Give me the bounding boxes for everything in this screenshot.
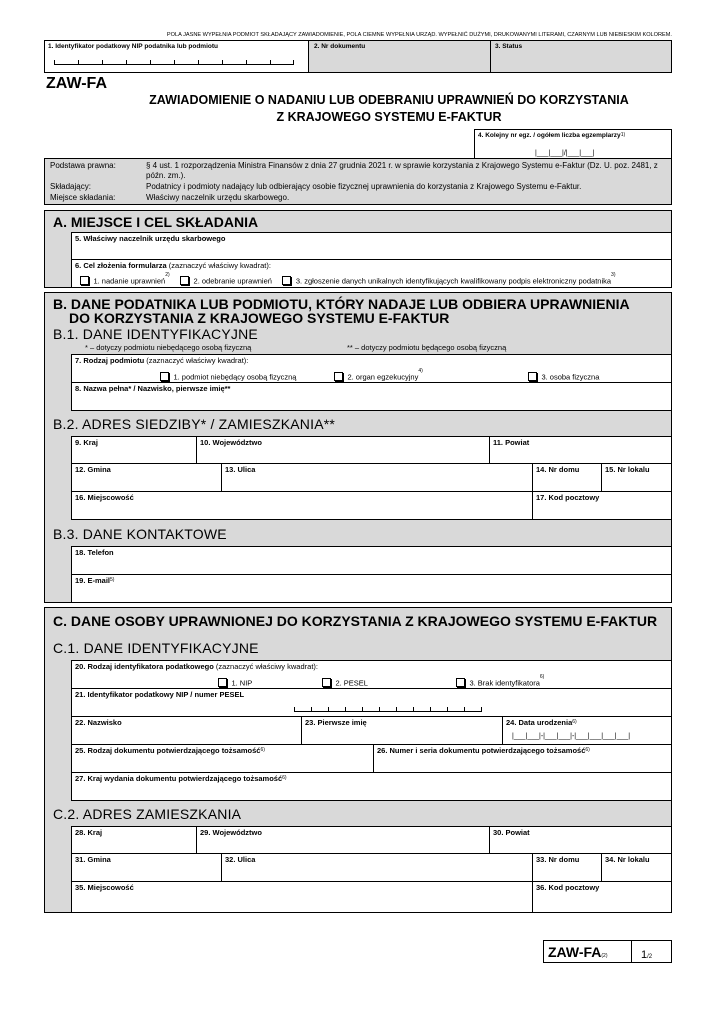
entity-type-person-label: 3. osoba fizyczna	[541, 372, 600, 382]
form-title-line1: ZAWIADOMIENIE O NADANIU LUB ODEBRANIU UPRAWNIEŃ DO KORZYSTANIA	[149, 93, 629, 107]
full-name-label: 8. Nazwa pełna* / Nazwisko, pierwsze imię**	[75, 384, 231, 393]
city-b-label: 16. Miejscowość	[75, 493, 134, 502]
postal-code-b-label: 17. Kod pocztowy	[536, 493, 600, 502]
entity-type-person-checkbox[interactable]	[528, 372, 537, 381]
entity-type-company-label: 1. podmiot niebędący osobą fizyczną	[173, 372, 297, 382]
street-c-label: 32. Ulica	[225, 855, 256, 864]
voivodeship-b-label: 10. Województwo	[200, 438, 262, 447]
tax-office-label: 5. Właściwy naczelnik urzędu skarbowego	[75, 234, 226, 243]
purpose-signature-checkbox[interactable]	[282, 276, 291, 285]
full-name-field[interactable]	[71, 382, 672, 411]
submitter-label: Składający:	[50, 182, 91, 191]
section-c-title: C. DANE OSOBY UPRAWNIONEJ DO KORZYSTANIA Z KRAJOWEGO SYSTEMU E-FAKTUR	[53, 613, 658, 629]
form-instruction: POLA JASNE WYPEŁNIA PODMIOT SKŁADAJĄCY ZAWIADOMIENIE, POLA CIEMNE WYPEŁNIA URZĄD. WYPEŁNIĆ DUŻYMI, DRUKOWANYMI LITERAMI, CZARNYM LUB NIEBIESKIM KOLOREM.	[166, 32, 672, 38]
house-number-c-label: 33. Nr domu	[536, 855, 580, 864]
city-c-label: 35. Miejscowość	[75, 883, 134, 892]
purpose-grant-label: 1. nadanie uprawnień	[93, 276, 166, 286]
email-label: 19. E-mail	[75, 576, 111, 585]
copy-number-label: 4. Kolejny nr egz. / ogółem liczba egzemplarzy	[478, 132, 621, 139]
document-type-label: 25. Rodzaj dokumentu potwierdzającego tożsamość	[75, 746, 261, 755]
section-b-title-line2: DO KORZYSTANIA Z KRAJOWEGO SYSTEMU E-FAKTUR	[69, 310, 450, 326]
surname-label: 22. Nazwisko	[75, 718, 122, 727]
purpose-signature-label: 3. zgłoszenie danych unikalnych identyfikujących kwalifikowany podpis elektroniczny podatnika	[295, 276, 612, 286]
copy-number-field[interactable]: 4. Kolejny nr egz. / ogółem liczba egzemplarzy$^{1)}$ |___|___|/|___|___|	[474, 129, 672, 159]
footer-page-number: 1	[641, 949, 648, 961]
entity-type-enforcement-label: 2. organ egzekucyjny	[347, 372, 419, 382]
birth-date-slots[interactable]: |___|___|-|___|___|-|___|___|___|___|	[512, 733, 631, 740]
birth-date-label: 24. Data urodzenia	[506, 718, 573, 727]
first-name-label: 23. Pierwsze imię	[305, 718, 367, 727]
legal-info-box	[44, 158, 672, 205]
purpose-label: 6. Cel złożenia formularza	[75, 261, 167, 270]
document-number-label: 2. Nr dokumentu	[314, 43, 366, 50]
section-b3-title: B.3. DANE KONTAKTOWE	[53, 526, 227, 542]
document-country-field[interactable]: 27. Kraj wydania dokumentu potwierdzającego tożsamość$^{6)}$	[71, 772, 672, 801]
county-c-label: 30. Powiat	[493, 828, 530, 837]
tax-id-label: 21. Identyfikator podatkowy NIP / numer PESEL	[75, 690, 245, 699]
entity-type-label: 7. Rodzaj podmiotu	[75, 356, 145, 365]
b1-note-person: ** – dotyczy podmiotu będącego osobą fizyczną	[347, 343, 507, 352]
b1-note-entity: * – dotyczy podmiotu niebędącego osobą fizyczną	[85, 343, 252, 352]
country-c-label: 28. Kraj	[75, 828, 103, 837]
form-title-line2: Z KRAJOWEGO SYSTEMU E-FAKTUR	[276, 110, 502, 124]
purpose-revoke-label: 2. odebranie uprawnień	[193, 276, 272, 286]
phone-label: 18. Telefon	[75, 548, 114, 557]
id-type-none-label: 3. Brak identyfikatora	[469, 678, 540, 688]
municipality-b-label: 12. Gmina	[75, 465, 111, 474]
document-row: 25. Rodzaj dokumentu potwierdzającego tożsamość$^{6)}$ 26. Numer i seria dokumentu potwierdzającego tożsamość$^{6)}$	[71, 744, 672, 773]
document-country-label: 27. Kraj wydania dokumentu potwierdzającego tożsamość	[75, 774, 283, 783]
entity-type-field: 7. Rodzaj podmiotu (zaznaczyć właściwy kwadrat): 1. podmiot niebędący osobą fizyczną 2. organ egzekucyjny$^{4)}$ 3. osoba fizyczna	[71, 354, 672, 383]
address-c-row1	[71, 826, 672, 854]
id-type-pesel-label: 2. PESEL	[335, 678, 368, 688]
section-b	[44, 292, 672, 603]
status-label: 3. Status	[495, 43, 523, 50]
email-field[interactable]: 19. E-mail$^{5)}$	[71, 574, 672, 603]
section-b2-title: B.2. ADRES SIEDZIBY* / ZAMIESZKANIA**	[53, 416, 336, 432]
section-a	[44, 210, 672, 288]
id-type-pesel-checkbox[interactable]	[322, 678, 331, 687]
apartment-number-b-label: 15. Nr lokalu	[605, 465, 650, 474]
id-type-nip-checkbox[interactable]	[218, 678, 227, 687]
tax-id-ticks	[294, 706, 482, 712]
municipality-c-label: 31. Gmina	[75, 855, 111, 864]
form-code: ZAW-FA	[46, 75, 107, 92]
legal-basis-text: § 4 ust. 1 rozporządzenia Ministra Finansów z dnia 27 grudnia 2021 r. w sprawie korzystania z Krajowego Systemu e-Faktur (Dz. U. poz. 2481, z późn. zm.).	[146, 161, 658, 180]
purpose-field: 6. Cel złożenia formularza (zaznaczyć właściwy kwadrat): 1. nadanie uprawnień$^{2)}$ 2. odebranie uprawnień 3. zgłoszenie danych unikalnych identyfikujących kwalifikowany podpis elektroniczny podatnika$^{3)}$	[71, 259, 672, 288]
section-c	[44, 607, 672, 913]
id-type-none-checkbox[interactable]	[456, 678, 465, 687]
section-c1-title: C.1. DANE IDENTYFIKACYJNE	[53, 640, 259, 656]
footer-form-code: ZAW-FA	[548, 944, 602, 960]
id-type-nip-label: 1. NIP	[231, 678, 253, 688]
voivodeship-c-label: 29. Województwo	[200, 828, 262, 837]
country-b-label: 9. Kraj	[75, 438, 98, 447]
copy-number-slots: |___|___|/|___|___|	[535, 150, 595, 157]
person-row: 22. Nazwisko 23. Pierwsze imię 24. Data urodzenia$^{6)}$ |___|___|-|___|___|-|___|___|___|___|	[71, 716, 672, 745]
address-b-row2	[71, 463, 672, 492]
section-c2-title: C.2. ADRES ZAMIESZKANIA	[53, 806, 242, 822]
nip-ticks	[54, 59, 294, 65]
county-b-label: 11. Powiat	[493, 438, 530, 447]
postal-code-c-label: 36. Kod pocztowy	[536, 883, 600, 892]
submission-place-label: Miejsce składania:	[50, 193, 116, 202]
legal-basis-label: Podstawa prawna:	[50, 161, 116, 170]
nip-label: 1. Identyfikator podatkowy NIP podatnika lub podmiotu	[48, 43, 218, 50]
id-type-label: 20. Rodzaj identyfikatora podatkowego	[75, 662, 214, 671]
submitter-text: Podatnicy i podmioty nadający lub odbierający osobie fizycznej uprawnienia do korzystania z Krajowego Systemu e-Faktur.	[146, 182, 582, 191]
apartment-number-c-label: 34. Nr lokalu	[605, 855, 650, 864]
footer-form-code-box	[543, 940, 672, 963]
address-c-row2	[71, 853, 672, 882]
purpose-revoke-checkbox[interactable]	[180, 276, 189, 285]
submission-place-text: Właściwy naczelnik urzędu skarbowego.	[146, 193, 290, 202]
tax-office-field[interactable]	[71, 232, 672, 260]
nip-field[interactable]	[45, 41, 309, 72]
section-b1-title: B.1. DANE IDENTYFIKACYJNE	[53, 326, 258, 342]
street-b-label: 13. Ulica	[225, 465, 256, 474]
header-box	[44, 40, 672, 73]
section-a-title: A. MIEJSCE I CEL SKŁADANIA	[53, 214, 259, 230]
tax-id-field[interactable]	[71, 688, 672, 717]
id-type-field: 20. Rodzaj identyfikatora podatkowego (zaznaczyć właściwy kwadrat): 1. NIP 2. PESEL 3. Brak identyfikatora$^{6)}$	[71, 660, 672, 689]
footer-form-version: (2)	[601, 953, 608, 959]
phone-field[interactable]	[71, 546, 672, 575]
house-number-b-label: 14. Nr domu	[536, 465, 580, 474]
address-b-row3	[71, 491, 672, 520]
address-c-row3	[71, 881, 672, 913]
purpose-grant-checkbox[interactable]	[80, 276, 89, 285]
document-number-label-c: 26. Numer i seria dokumentu potwierdzającego tożsamość	[377, 746, 586, 755]
footer-page-total: /2	[647, 954, 653, 960]
entity-type-company-checkbox[interactable]	[160, 372, 169, 381]
entity-type-enforcement-checkbox[interactable]	[334, 372, 343, 381]
address-b-row1	[71, 436, 672, 464]
section-b-title-line1: B. DANE PODATNIKA LUB PODMIOTU, KTÓRY NADAJE LUB ODBIERA UPRAWNIENIA	[53, 296, 630, 312]
